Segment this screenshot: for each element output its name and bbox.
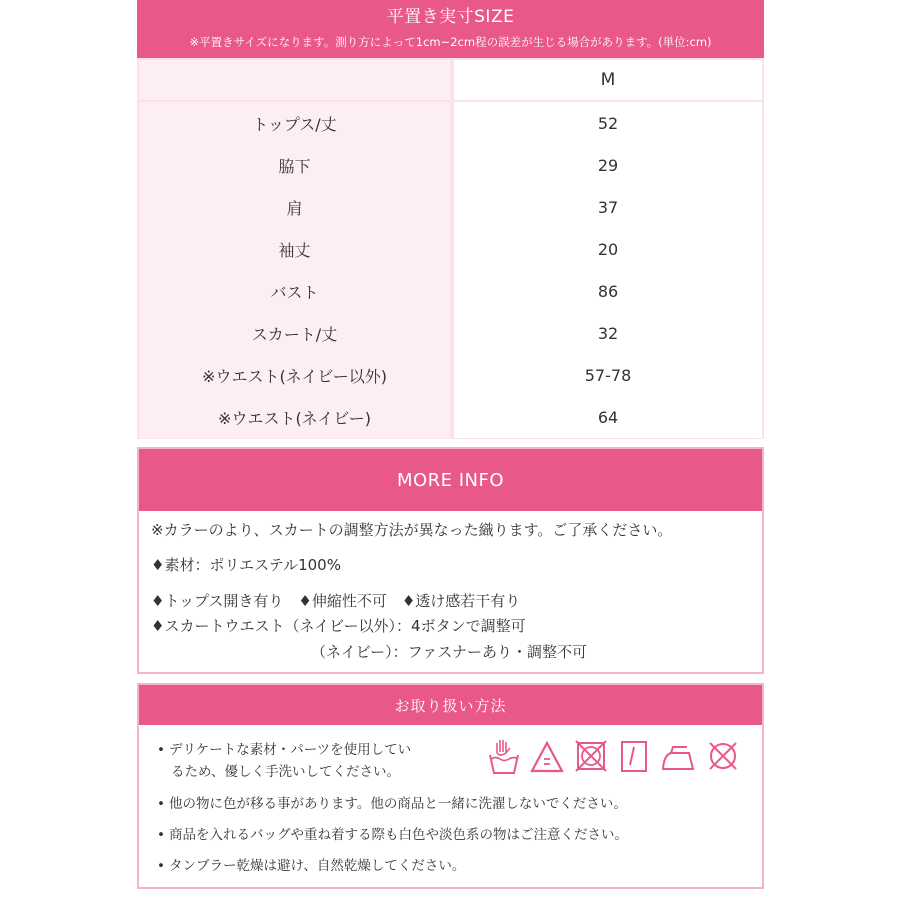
row-value: 86 [454, 270, 762, 312]
row-label: ※ウエスト(ネイビー) [139, 396, 450, 438]
table-row [137, 270, 764, 312]
care-text: 他の物に色が移る事があります。他の商品と一緒に洗濯しないでください。 [168, 796, 627, 812]
hand-wash-icon [487, 737, 521, 777]
row-value: 52 [454, 102, 762, 144]
bullet: • [157, 742, 165, 758]
row-label: 脇下 [139, 144, 450, 186]
bleach-allowed-icon [529, 737, 565, 777]
table-row [137, 186, 764, 228]
care-text: 商品を入れるバッグや重ね着する際も白色や淡色系の物はご注意ください。 [168, 827, 628, 843]
table-row [137, 102, 764, 144]
more-info-title: MORE INFO [139, 449, 762, 511]
care-box [137, 683, 764, 889]
row-label: トップス/丈 [139, 102, 450, 144]
line-dry-icon [617, 737, 651, 777]
size-table-corner-cell [139, 60, 450, 100]
table-row [137, 396, 764, 438]
row-label: バスト [139, 270, 450, 312]
row-value: 37 [454, 186, 762, 228]
row-label: ※ウエスト(ネイビー以外) [139, 354, 450, 396]
info-line: ♦トップス開き有り ♦伸縮性不可 ♦透け感若干有り [151, 592, 521, 610]
bullet: • [157, 858, 165, 874]
bullet: • [157, 827, 165, 843]
row-label: スカート/丈 [139, 312, 450, 354]
no-tumble-dry-icon [573, 737, 609, 777]
bullet: • [157, 796, 165, 812]
care-line: るため、優しく手洗いしてください。 [171, 764, 400, 780]
info-line: （ネイビー）：ファスナーあり・調整不可 [311, 643, 588, 661]
care-line [157, 793, 627, 815]
table-row [137, 228, 764, 270]
info-line: ※カラーのより、スカートの調整方法が異なった織ります。ご了承ください。 [151, 521, 673, 539]
care-line [157, 855, 465, 877]
row-label: 袖丈 [139, 228, 450, 270]
size-table [137, 58, 764, 439]
more-info-box [137, 447, 764, 674]
row-label: 肩 [139, 186, 450, 228]
row-value: 32 [454, 312, 762, 354]
care-line [157, 824, 628, 846]
table-row [137, 312, 764, 354]
row-value: 29 [454, 144, 762, 186]
row-value: 20 [454, 228, 762, 270]
care-icons [487, 737, 737, 781]
row-value: 57-78 [454, 354, 762, 396]
row-value: 64 [454, 396, 762, 438]
care-text: デリケートな素材・パーツを使用してい [168, 742, 412, 758]
table-row [137, 354, 764, 396]
iron-low-icon [659, 737, 697, 777]
size-section-title: 平置き実寸SIZE [386, 7, 515, 27]
size-section-note: ※平置きサイズになります。測り方によって1cm~2cm程の誤差が生じる場合があります。(単位:cm) [189, 35, 712, 49]
info-line: ♦スカートウエスト（ネイビー以外）：4ボタンで調整可 [151, 617, 526, 635]
size-table-header-row [137, 60, 764, 102]
care-line [157, 739, 411, 761]
care-text: タンブラー乾燥は避け、自然乾燥してください。 [168, 858, 466, 874]
size-section-header [137, 0, 764, 58]
table-row [137, 144, 764, 186]
size-column-header: M [454, 60, 762, 100]
info-line: ♦素材：ポリエステル100% [151, 556, 341, 574]
care-title: お取り扱い方法 [139, 685, 762, 725]
no-dry-clean-icon [705, 737, 741, 777]
